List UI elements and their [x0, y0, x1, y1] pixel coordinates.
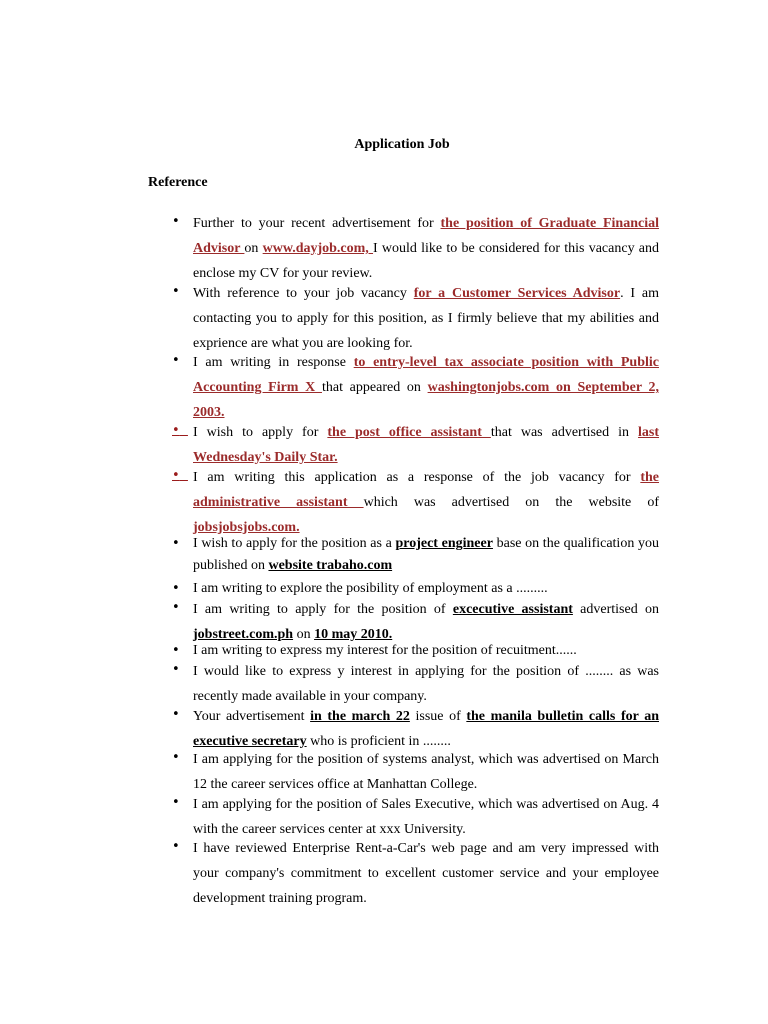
text-run: I have reviewed Enterprise Rent-a-Car's web page and am very impressed with your company's commitment to excellent customer service and your employee development training program. [193, 841, 659, 906]
bullet-icon: • [172, 353, 180, 368]
bullet-icon: • [172, 468, 180, 483]
list-item-text [193, 465, 659, 540]
list-item-text [193, 659, 659, 709]
highlighted-text: the position of Graduate Financial Advisor [193, 216, 659, 256]
bullet-icon: • [172, 707, 180, 722]
text-run: I would like to be considered for this vacancy and enclose my CV for your review. [193, 241, 659, 281]
highlighted-text: www.dayjob.com, [262, 241, 374, 256]
list-item-text [193, 792, 659, 842]
list-item-text [193, 281, 659, 356]
text-run: issue of [409, 709, 467, 724]
text-run: on [293, 627, 315, 642]
highlighted-text: jobstreet.com.ph [193, 627, 294, 642]
list-item-text [193, 420, 659, 470]
list-item-text [193, 533, 659, 577]
text-run: advertised on [572, 602, 659, 617]
text-run: I would like to express y interest in applying for the position of ........ as was recently made available in your company. [193, 664, 659, 704]
highlighted-text: the post office assistant [327, 425, 491, 440]
text-run: . I am contacting you to apply for this position, as I firmly believe that my abilities and exprience are what you are looking for. [193, 286, 660, 351]
highlighted-text: washingtonjobs.com on September 2, 2003. [193, 380, 660, 420]
bullet-icon: • [172, 581, 180, 596]
bullet-icon: • [172, 600, 180, 615]
bullet-icon: • [172, 750, 180, 765]
highlighted-text: to entry-level tax associate position with Public Accounting Firm X [193, 355, 659, 395]
bullet-icon: • [172, 839, 180, 854]
highlighted-text: for a Customer Services Advisor [413, 286, 621, 301]
text-run: I am writing to express my interest for the position of recuitment...... [193, 643, 577, 658]
bullet-icon: • [172, 536, 180, 551]
highlighted-text: the manila bulletin calls for an executive secretary [193, 709, 659, 749]
highlighted-text: excecutive assistant [452, 602, 573, 617]
text-run: I am writing to explore the posibility of employment as a ......... [193, 581, 548, 596]
document-title: Application Job [354, 137, 450, 152]
bullet-icon: • [172, 214, 180, 229]
highlighted-text: last Wednesday's Daily Star. [193, 425, 660, 465]
text-run: With reference to your job vacancy [193, 286, 414, 301]
text-run: which was advertised on the website of [363, 495, 659, 510]
bullet-icon: • [172, 643, 180, 658]
list-item-text [193, 211, 659, 286]
text-run: I am applying for the position of systems analyst, which was advertised on March 12 the career services office at Manhattan College. [193, 752, 659, 792]
list-item-text [193, 836, 659, 911]
highlighted-text: 10 may 2010. [314, 627, 393, 642]
section-heading: Reference [148, 175, 208, 190]
bullet-icon: • [172, 662, 180, 677]
highlighted-text: project engineer [395, 536, 493, 551]
text-run: I am writing to apply for the position of [193, 602, 453, 617]
list-item-text [193, 350, 659, 425]
text-run: that appeared on [321, 380, 428, 395]
text-run: on [244, 241, 263, 256]
bullet-icon: • [172, 284, 180, 299]
highlighted-text: website trabaho.com [268, 558, 393, 573]
text-run: who is proficient in ........ [306, 734, 451, 749]
bullet-icon: • [172, 423, 180, 438]
text-run: I wish to apply for [193, 425, 328, 440]
text-run: Your advertisement [193, 709, 311, 724]
highlighted-text: jobsjobsjobs.com. [193, 520, 300, 535]
list-item-text [193, 747, 659, 797]
text-run: I am writing in response [193, 355, 354, 370]
highlighted-text: the administrative assistant [193, 470, 659, 510]
bullet-icon: • [172, 795, 180, 810]
text-run: that was advertised in [490, 425, 639, 440]
highlighted-text: in the march 22 [310, 709, 410, 724]
text-run: I wish to apply for the position as a [193, 536, 396, 551]
text-run: Further to your recent advertisement for [193, 216, 441, 231]
text-run: base on the qualification you published on [193, 536, 659, 573]
text-run: I am applying for the position of Sales Executive, which was advertised on Aug. 4 with the career services center at xxx University. [193, 797, 659, 837]
text-run: I am writing this application as a response of the job vacancy for [193, 470, 641, 485]
